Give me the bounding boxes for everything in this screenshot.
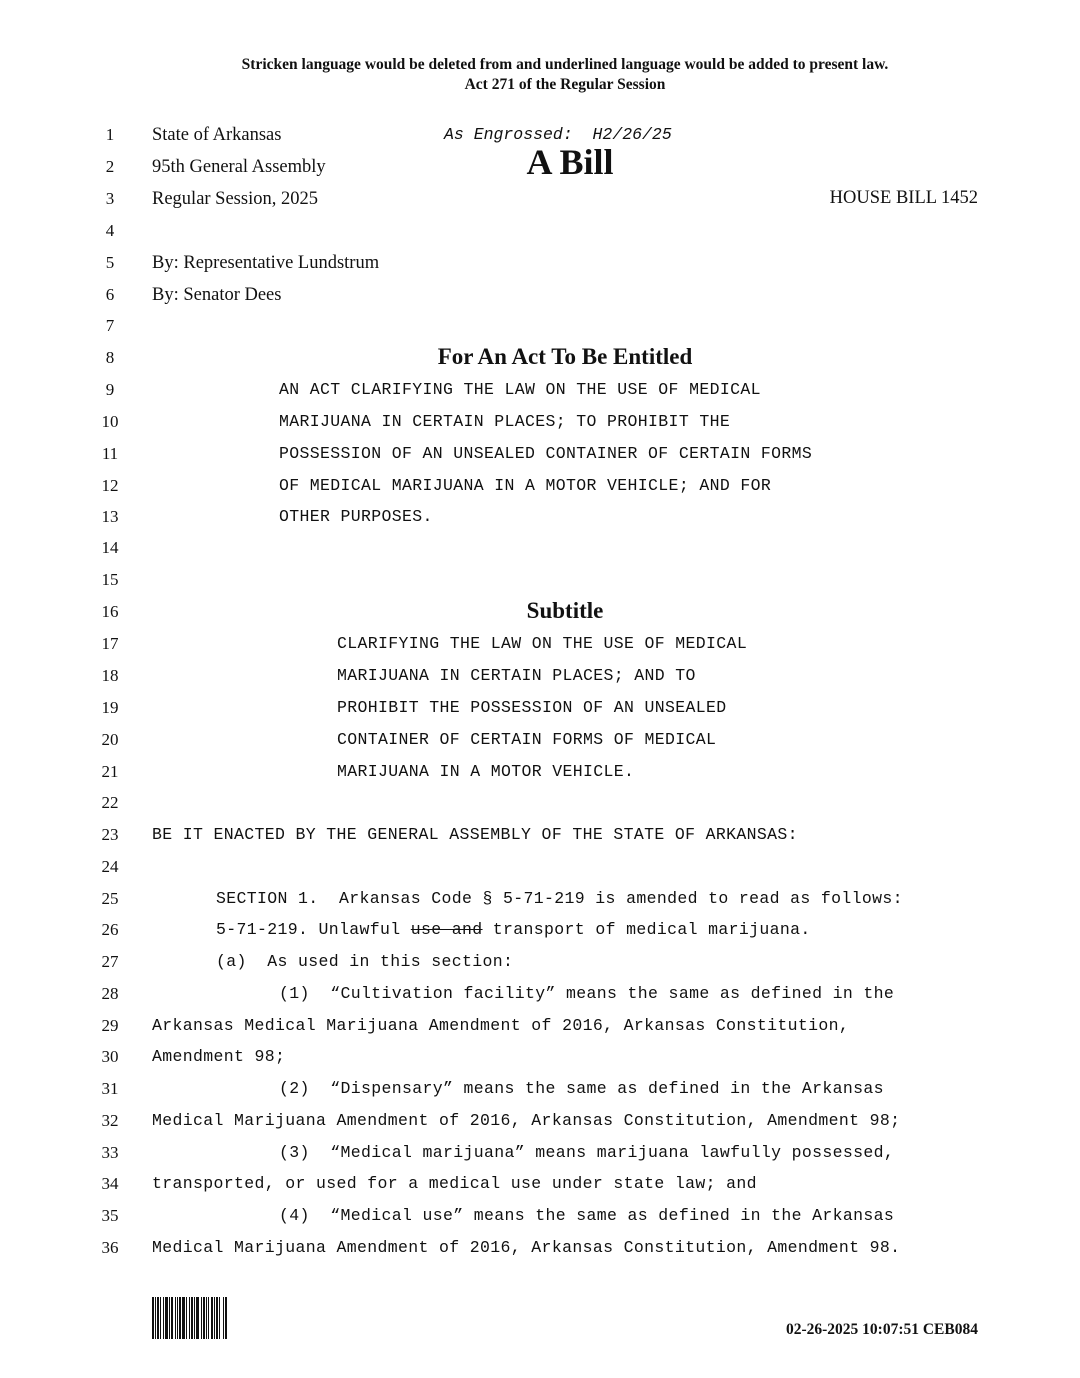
title-line: AN ACT CLARIFYING THE LAW ON THE USE OF MEDICAL xyxy=(279,380,761,399)
line-number: 3 xyxy=(105,189,115,208)
definition-1: (1) “Cultivation facility” means the same as defined in the xyxy=(279,984,895,1003)
session-name: Regular Session, 2025 xyxy=(152,189,318,209)
notice-line-1: Stricken language would be deleted from and underlined language would be added to present law. xyxy=(241,56,889,73)
line-number: 2 xyxy=(105,157,115,176)
definition-4: (4) “Medical use” means the same as defined in the Arkansas xyxy=(279,1206,895,1225)
line-number: 33 xyxy=(101,1143,119,1162)
enacting-clause: BE IT ENACTED BY THE GENERAL ASSEMBLY OF THE STATE OF ARKANSAS: xyxy=(152,825,798,844)
line-number: 15 xyxy=(101,570,119,589)
definition-1-cont: Arkansas Medical Marijuana Amendment of 2016, Arkansas Constitution, xyxy=(152,1016,850,1035)
line-number: 6 xyxy=(105,285,115,304)
line-number: 23 xyxy=(101,825,119,844)
title-line: POSSESSION OF AN UNSEALED CONTAINER OF CERTAIN FORMS xyxy=(279,444,813,463)
line-number: 4 xyxy=(105,221,115,240)
stricken-text: use and xyxy=(410,920,483,939)
line-number: 22 xyxy=(101,793,119,812)
bill-number: HOUSE BILL 1452 xyxy=(829,188,978,208)
sponsor-house: By: Representative Lundstrum xyxy=(152,253,380,273)
line-number: 36 xyxy=(101,1238,119,1257)
line-number: 12 xyxy=(101,476,119,495)
line-number: 18 xyxy=(101,666,119,685)
line-number: 19 xyxy=(101,698,119,717)
general-assembly: 95th General Assembly xyxy=(152,157,326,177)
subtitle-line: MARIJUANA IN CERTAIN PLACES; AND TO xyxy=(337,666,696,685)
definition-3: (3) “Medical marijuana” means marijuana lawfully possessed, xyxy=(279,1143,895,1162)
line-number: 13 xyxy=(101,507,119,526)
line-number: 8 xyxy=(105,348,115,367)
line-number: 35 xyxy=(101,1206,119,1225)
line-number: 20 xyxy=(101,730,119,749)
code-title-suffix: transport of medical marijuana. xyxy=(482,920,811,939)
line-number: 32 xyxy=(101,1111,119,1130)
line-number: 1 xyxy=(105,125,115,144)
section-intro: SECTION 1. Arkansas Code § 5-71-219 is amended to read as follows: xyxy=(216,889,903,908)
line-number: 28 xyxy=(101,984,119,1003)
sponsor-senate: By: Senator Dees xyxy=(152,285,282,305)
barcode-bar xyxy=(225,1297,227,1339)
line-number: 31 xyxy=(101,1079,119,1098)
code-title-prefix: 5-71-219. Unlawful xyxy=(216,920,411,939)
subtitle-line: MARIJUANA IN A MOTOR VEHICLE. xyxy=(337,762,635,781)
barcode xyxy=(152,1297,287,1339)
line-number: 27 xyxy=(101,952,119,971)
document-type-title: A Bill xyxy=(526,142,614,182)
definition-3-cont: transported, or used for a medical use under state law; and xyxy=(152,1174,757,1193)
code-section-title xyxy=(216,920,811,940)
line-number: 24 xyxy=(101,857,119,876)
subsection-a: (a) As used in this section: xyxy=(216,952,514,971)
title-heading: For An Act To Be Entitled xyxy=(437,344,693,369)
definition-1-cont: Amendment 98; xyxy=(152,1047,286,1066)
line-number: 17 xyxy=(101,634,119,653)
subtitle-line: PROHIBIT THE POSSESSION OF AN UNSEALED xyxy=(337,698,727,717)
amendment-notice xyxy=(0,55,1080,95)
definition-2-cont: Medical Marijuana Amendment of 2016, Arkansas Constitution, Amendment 98; xyxy=(152,1111,901,1130)
line-number: 5 xyxy=(105,253,115,272)
engrossed-stamp: As Engrossed: H2/26/25 xyxy=(444,125,672,144)
line-number: 34 xyxy=(101,1174,119,1193)
state-name: State of Arkansas xyxy=(152,125,282,145)
line-number: 7 xyxy=(105,316,115,335)
line-number: 16 xyxy=(101,602,119,621)
line-number: 25 xyxy=(101,889,119,908)
line-number: 11 xyxy=(101,444,119,463)
line-number: 26 xyxy=(101,920,119,939)
line-number: 21 xyxy=(101,762,119,781)
notice-line-2: Act 271 of the Regular Session xyxy=(464,76,666,93)
line-number: 9 xyxy=(105,380,115,399)
line-number: 10 xyxy=(101,412,119,431)
line-number: 29 xyxy=(101,1016,119,1035)
title-line: OF MEDICAL MARIJUANA IN A MOTOR VEHICLE; AND FOR xyxy=(279,476,772,495)
title-line: MARIJUANA IN CERTAIN PLACES; TO PROHIBIT THE xyxy=(279,412,731,431)
document-timestamp: 02-26-2025 10:07:51 CEB084 xyxy=(785,1321,978,1338)
subtitle-line: CONTAINER OF CERTAIN FORMS OF MEDICAL xyxy=(337,730,717,749)
title-line: OTHER PURPOSES. xyxy=(279,507,433,526)
definition-2: (2) “Dispensary” means the same as defined in the Arkansas xyxy=(279,1079,884,1098)
subtitle-line: CLARIFYING THE LAW ON THE USE OF MEDICAL xyxy=(337,634,748,653)
line-number: 14 xyxy=(101,538,119,557)
definition-4-cont: Medical Marijuana Amendment of 2016, Arkansas Constitution, Amendment 98. xyxy=(152,1238,901,1257)
line-number: 30 xyxy=(101,1047,119,1066)
subtitle-heading: Subtitle xyxy=(526,598,604,623)
